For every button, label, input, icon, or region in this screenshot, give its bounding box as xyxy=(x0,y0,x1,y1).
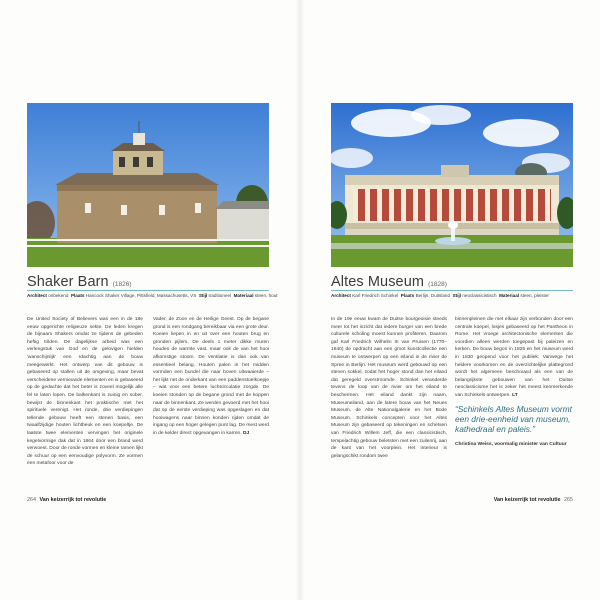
right-title: Altes Museum xyxy=(331,274,425,290)
left-material-label: Materiaal xyxy=(233,293,254,298)
right-page-number: 265 xyxy=(564,497,573,503)
left-col2-text: Vader, de Zoon en de Heilige Geest. Op de begane grond is een rondgang bereikbaar via een grote deur. Koeien liepen in en uit over een houten brug en gronden pijlers. De deels 1 meter dikke muren houden de warmte vast, maar ook de van het hooi afkomstige stoom. De ventilatie is dan ook van essentieel belang. Houten palen in het midden vormden een bundel die naar boven uitwaaierde – het lijkt net de onderkant van een paddenstoelkoepje – wat voor een betere luchtcirculatie zorgde. De koeien stonden op de begane grond met de koppen naar de binnenkant. Ze werden gevoerd met het hooi dat op de eerste verdieping was opgeslagen en dat hooiwagens naar binnen konden rijden omdat de ingang op een hoger gelegen punt lag. De mest werd in de kelder direct opgevangen in karren. xyxy=(153,317,269,436)
pull-quote: “Schinkels Altes Museum vormt een drie-eenheid van museum, kathedraal en paleis.” xyxy=(455,404,572,435)
right-architect-value: Karl Friedrich Schinkel xyxy=(352,293,399,298)
left-col1-text: De United Society of Believers was een in de 18e eeuw opgerichte religieuze sekte. De leden kregen de bijnaam Shakers omdat ze tijdens de gebeden heftig trilden. De dagelijkse arbeid was een verlengstuk van God en de gelovigen hielden 'wanschijnlijk' een rdachtig aan de bouw meegewerkt. Het ontwerp van dit gebouw is gebaseerd op stallen uit de omgeving, maar bevat verscheidene vernieuwde elementen en is gebaseerd op de gedachte dat het beter is zoveel mogelijk alle fel te laten lopen. De balkenkant is zuinig en sober, bewijst de binnenkant het praktische met het spirituele verenigt. Het ronde, drie verdiepingen tellende gebouw heeft een stenen basis, een twaalfzijdige houten lichtbeuk en een koepeltje. De laatste twee elementen vervingen het originele kegelvormige dak dat in 1864 door een brand werd verwoest. Door de ronde vormen en kleine ramen lijkt de schuur op een eenvoudige polyvorm. Ze vormen een metafoor voor de xyxy=(27,317,143,467)
left-style-label: Stijl xyxy=(198,293,208,298)
left-place-label: Plaats xyxy=(70,293,85,298)
right-col1-text: In de 19e eeuw kwam de Duitse bourgeoisie steeds meer tot het inzicht dat iedere burger van een brede culturele scholing moest kunnen profiteren. Daarom gaf Karl Friedrich Wilhelm III van Pruisen (1770–1840) de opdracht aan een groot kunstcollectie een museum te ontwerpen op een eiland in de rivier de Spree in Berlijn. Het museum werd gebouwd op een stenen sokkel, zodat het hoger stond dan het eiland dat geregeld overstroomde. Schinkel veranderde tevens de loop van de rivier om het eiland te beschermen. Het eiland dankt zijn naam, Museumeiland, aan de latere bouw van het Neues Museum, de Alte Nationalgalerie en het Bode Museum. Schinkels concepten voor het Altes Museum zijn gebaseerd op tekeningen en schetsen van Friedrich Willem Jeff, die een classicistisch, tempelachtig gebouw beletsten met een zuilenrij, aan de kant van het voorplein. Het interieur is gelangschikt rondom twee xyxy=(331,317,447,459)
right-style-value: neoclassicistisch xyxy=(462,293,497,298)
left-architect-value: onbekend xyxy=(48,293,69,298)
right-title-row xyxy=(331,274,447,290)
right-place-label: Plaats xyxy=(400,293,415,298)
right-year: (1828) xyxy=(428,281,447,288)
right-footer xyxy=(494,497,573,503)
right-place-value: Berlijn, Duitsland xyxy=(415,293,451,298)
pull-quote-source: Christina Weiss, voormalig minister van Cultuur xyxy=(455,442,567,447)
right-author-initials: LT xyxy=(512,392,518,398)
left-place-value: Hancock Shaker Village, Pittsfield, Massachusetts, VS xyxy=(85,293,197,298)
right-column-1 xyxy=(331,316,447,460)
left-architect-label: Architect xyxy=(27,293,47,298)
right-meta xyxy=(331,293,549,299)
left-author-initials: DJ xyxy=(243,430,250,436)
right-style-label: Stijl xyxy=(452,293,462,298)
right-column-2 xyxy=(455,316,573,400)
left-title: Shaker Barn xyxy=(27,274,109,290)
left-year: (1826) xyxy=(112,281,132,288)
right-architect-label: Architect xyxy=(331,293,351,298)
left-material-value: steen, hout xyxy=(254,293,278,298)
left-section-title: Van keizerrijk tot revolutie xyxy=(39,497,107,503)
right-rule xyxy=(331,290,573,291)
right-material-value: steen, pleister xyxy=(520,293,549,298)
left-page-number: 264 xyxy=(27,497,36,503)
right-col2-text: binnenpleinen die met elkaar zijn verbonden door een centrale koepel, losjes gebaseerd op het Pantheon in Rome. Het vroege architectonische elementen die voordien alleen werden toegepast bij paleizen en kerken. De bouw begon in 1825 en het museum werd in 1830 geopend voor het publiek. Vanwege het heldere voorkomen en de overzichtelijke plattegrond wordt het algemeen beschouwd als een van de belangrijkste gebouwen van het Duitse neoclassicisme het is zeker het meest kenmerkende van Schinkels ontwerpen. xyxy=(455,317,573,398)
right-section-title: Van keizerrijk tot revolutie xyxy=(493,497,561,503)
right-material-label: Materiaal xyxy=(499,293,520,298)
left-style-value: traditioneel xyxy=(208,293,232,298)
altes-museum-photo xyxy=(331,103,573,267)
